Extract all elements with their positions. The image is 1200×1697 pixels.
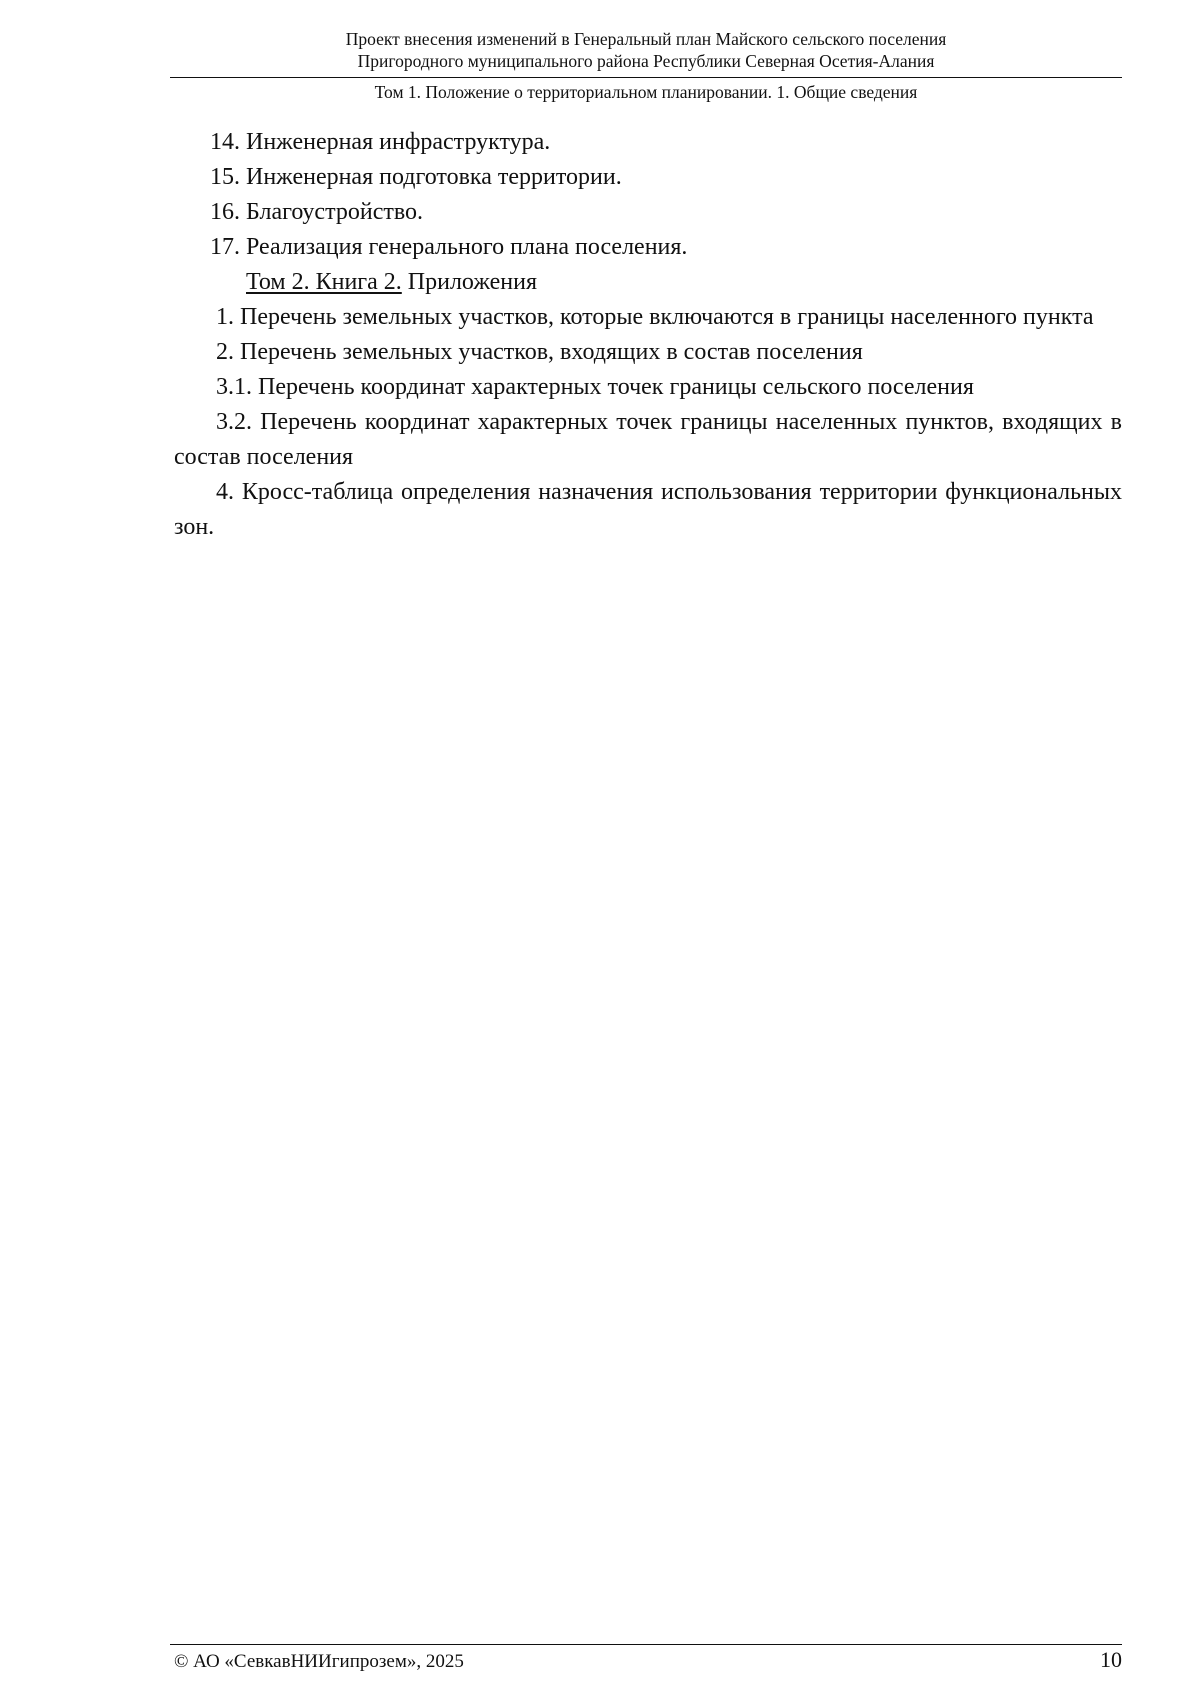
list-item [174, 125, 1122, 160]
list-item [174, 230, 1122, 265]
header-volume-title: Том 1. Положение о территориальном планировании. 1. Общие сведения [374, 82, 918, 102]
header-title-line-2: Пригородного муниципального района Республики Северная Осетия-Алания [357, 51, 935, 71]
list-item-number: 14. [210, 129, 240, 155]
list-item-text: Благоустройство. [246, 199, 424, 225]
page-header [170, 28, 1122, 72]
list-item-number: 15. [210, 164, 240, 190]
header-divider [170, 77, 1122, 78]
footer-copyright: © АО «СевкавНИИгипрозем», 2025 [174, 1651, 464, 1672]
list-item [174, 160, 1122, 195]
list-item-number: 16. [210, 199, 240, 225]
header-title-line-1: Проект внесения изменений в Генеральный план Майского сельского поселения [345, 29, 947, 49]
list-item-text: Инженерная инфраструктура. [246, 129, 551, 155]
document-body [174, 125, 1122, 545]
appendix-item: 3.1. Перечень координат характерных точек границы сельского поселения [216, 374, 974, 400]
appendix-item: 2. Перечень земельных участков, входящих в состав поселения [216, 339, 863, 365]
appendix-item: 1. Перечень земельных участков, которые включаются в границы населенного пункта [216, 304, 1094, 330]
page-number: 10 [1100, 1647, 1122, 1672]
footer-divider [170, 1644, 1122, 1645]
section-heading-underlined: Том 2. Книга 2. [246, 269, 402, 295]
appendix-item: 4. Кросс-таблица определения назначения использования территории функциональных зон. [174, 479, 1122, 540]
list-item [174, 195, 1122, 230]
appendix-item: 3.2. Перечень координат характерных точек границы населенных пунктов, входящих в состав поселения [174, 409, 1122, 470]
list-item-text: Инженерная подготовка территории. [246, 164, 622, 190]
list-item-number: 17. [210, 234, 240, 260]
list-item-text: Реализация генерального плана поселения. [246, 234, 688, 260]
section-heading-title: Приложения [401, 269, 537, 295]
section-heading [174, 265, 1122, 300]
